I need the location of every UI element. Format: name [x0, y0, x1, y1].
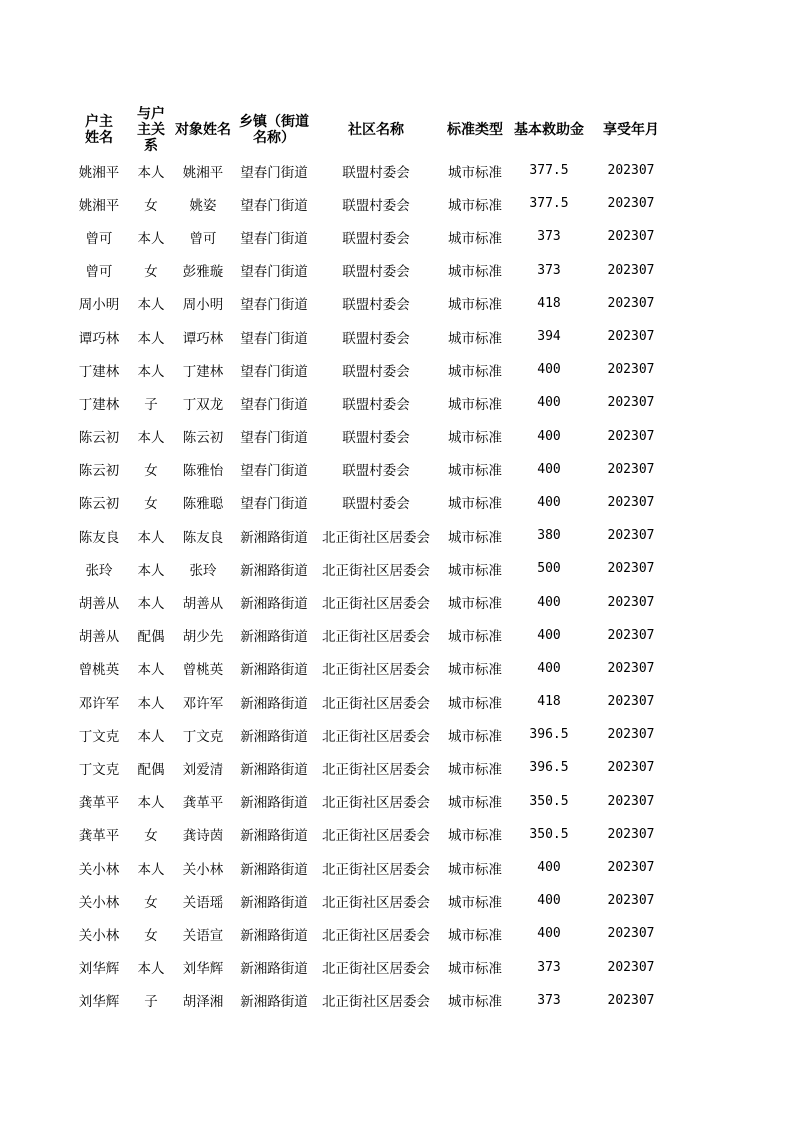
cell-name: 邓许军: [182, 695, 224, 712]
cell-relation: 子: [144, 994, 158, 1011]
assistance-roster: [66, 106, 674, 1017]
cell-name: 胡少先: [182, 629, 224, 646]
cell-standard-type: 城市标准: [448, 629, 502, 646]
cell-amount: 350.5: [529, 826, 569, 842]
cell-householder: 陈云初: [78, 463, 120, 480]
cell-town: 新湘路街道: [240, 961, 308, 978]
cell-amount: 400: [537, 860, 561, 876]
assistance-table: [66, 106, 674, 1017]
cell-community: 北正街社区居委会: [322, 761, 430, 778]
table-row: [66, 519, 674, 552]
cell-standard-type: 城市标准: [448, 894, 502, 911]
col-header-name: [170, 106, 236, 154]
cell-community: 北正街社区居委会: [322, 695, 430, 712]
cell-month: 202307: [607, 163, 655, 179]
cell-householder: 周小明: [78, 297, 120, 314]
cell-householder: 刘华辉: [78, 994, 120, 1011]
header-row: [66, 106, 674, 154]
cell-month: 202307: [607, 229, 655, 245]
cell-community: 北正街社区居委会: [322, 927, 430, 944]
cell-standard-type: 城市标准: [448, 496, 502, 513]
cell-town: 新湘路街道: [240, 994, 308, 1011]
cell-community: 北正街社区居委会: [322, 728, 430, 745]
table-row: [66, 154, 674, 187]
cell-name: 彭雅璇: [182, 264, 224, 281]
cell-name: 龚诗茵: [182, 828, 224, 845]
cell-town: 新湘路街道: [240, 927, 308, 944]
cell-month: 202307: [607, 594, 655, 610]
cell-householder: 胡善从: [78, 596, 120, 613]
col-header-town-text: 乡镇（街道名称）: [239, 114, 309, 146]
cell-town: 望春门街道: [240, 496, 308, 513]
cell-householder: 邓许军: [78, 695, 120, 712]
table-row: [66, 552, 674, 585]
table-row: [66, 187, 674, 220]
table-row: [66, 951, 674, 984]
cell-relation: 配偶: [137, 761, 165, 778]
cell-amount: 396.5: [529, 727, 569, 743]
table-row: [66, 386, 674, 419]
cell-month: 202307: [607, 959, 655, 975]
col-header-name-text: 对象姓名: [175, 122, 231, 138]
cell-month: 202307: [607, 295, 655, 311]
cell-community: 北正街社区居委会: [322, 596, 430, 613]
cell-householder: 丁文克: [78, 728, 120, 745]
cell-month: 202307: [607, 196, 655, 212]
cell-householder: 关小林: [78, 894, 120, 911]
cell-month: 202307: [607, 760, 655, 776]
cell-town: 望春门街道: [240, 330, 308, 347]
cell-standard-type: 城市标准: [448, 164, 502, 181]
cell-amount: 400: [537, 660, 561, 676]
cell-amount: 373: [537, 959, 561, 975]
cell-community: 北正街社区居委会: [322, 795, 430, 812]
col-header-month-text: 享受年月: [603, 122, 659, 138]
cell-amount: 400: [537, 428, 561, 444]
cell-amount: 400: [537, 594, 561, 610]
cell-community: 联盟村委会: [342, 363, 410, 380]
cell-community: 联盟村委会: [342, 396, 410, 413]
cell-standard-type: 城市标准: [448, 529, 502, 546]
cell-month: 202307: [607, 727, 655, 743]
cell-community: 北正街社区居委会: [322, 629, 430, 646]
cell-householder: 刘华辉: [78, 961, 120, 978]
cell-town: 望春门街道: [240, 297, 308, 314]
cell-relation: 女: [144, 828, 158, 845]
cell-month: 202307: [607, 494, 655, 510]
cell-community: 联盟村委会: [342, 430, 410, 447]
cell-community: 联盟村委会: [342, 496, 410, 513]
cell-amount: 400: [537, 627, 561, 643]
table-row: [66, 453, 674, 486]
cell-name: 谭巧林: [182, 330, 224, 347]
table-row: [66, 320, 674, 353]
cell-town: 新湘路街道: [240, 596, 308, 613]
cell-community: 北正街社区居委会: [322, 828, 430, 845]
cell-name: 丁双龙: [182, 396, 224, 413]
cell-relation: 本人: [137, 230, 165, 247]
cell-householder: 丁文克: [78, 761, 120, 778]
table-row: [66, 917, 674, 950]
table-row: [66, 718, 674, 751]
cell-community: 北正街社区居委会: [322, 529, 430, 546]
table-row: [66, 685, 674, 718]
cell-amount: 394: [537, 329, 561, 345]
table-row: [66, 619, 674, 652]
col-header-month: [588, 106, 674, 154]
cell-town: 新湘路街道: [240, 761, 308, 778]
cell-month: 202307: [607, 329, 655, 345]
cell-relation: 本人: [137, 330, 165, 347]
cell-town: 新湘路街道: [240, 861, 308, 878]
cell-amount: 373: [537, 992, 561, 1008]
cell-town: 望春门街道: [240, 463, 308, 480]
cell-standard-type: 城市标准: [448, 728, 502, 745]
cell-householder: 胡善从: [78, 629, 120, 646]
cell-amount: 418: [537, 694, 561, 710]
cell-community: 联盟村委会: [342, 297, 410, 314]
table-row: [66, 220, 674, 253]
cell-amount: 373: [537, 262, 561, 278]
cell-community: 联盟村委会: [342, 230, 410, 247]
cell-name: 姚姿: [189, 197, 217, 214]
col-header-standard-type-text: 标准类型: [447, 122, 503, 138]
cell-name: 陈雅怡: [182, 463, 224, 480]
cell-community: 联盟村委会: [342, 197, 410, 214]
cell-relation: 本人: [137, 695, 165, 712]
cell-name: 刘爱清: [182, 761, 224, 778]
cell-name: 曾可: [189, 230, 217, 247]
cell-town: 望春门街道: [240, 230, 308, 247]
cell-relation: 配偶: [137, 629, 165, 646]
cell-standard-type: 城市标准: [448, 430, 502, 447]
cell-month: 202307: [607, 992, 655, 1008]
cell-month: 202307: [607, 528, 655, 544]
cell-householder: 张玲: [85, 562, 113, 579]
cell-householder: 姚湘平: [78, 164, 120, 181]
cell-community: 北正街社区居委会: [322, 662, 430, 679]
cell-name: 姚湘平: [182, 164, 224, 181]
cell-community: 北正街社区居委会: [322, 562, 430, 579]
cell-month: 202307: [607, 860, 655, 876]
cell-town: 新湘路街道: [240, 529, 308, 546]
cell-householder: 陈云初: [78, 496, 120, 513]
cell-householder: 曾可: [85, 264, 113, 281]
col-header-community-text: 社区名称: [348, 122, 404, 138]
cell-month: 202307: [607, 395, 655, 411]
cell-standard-type: 城市标准: [448, 197, 502, 214]
cell-town: 新湘路街道: [240, 695, 308, 712]
cell-community: 联盟村委会: [342, 164, 410, 181]
cell-month: 202307: [607, 561, 655, 577]
cell-householder: 龚革平: [78, 828, 120, 845]
cell-name: 张玲: [189, 562, 217, 579]
cell-standard-type: 城市标准: [448, 961, 502, 978]
col-header-amount-text: 基本救助金: [514, 122, 584, 138]
cell-month: 202307: [607, 694, 655, 710]
table-row: [66, 652, 674, 685]
cell-name: 陈友良: [182, 529, 224, 546]
cell-relation: 女: [144, 894, 158, 911]
cell-relation: 女: [144, 496, 158, 513]
cell-town: 望春门街道: [240, 430, 308, 447]
col-header-community: [312, 106, 440, 154]
cell-month: 202307: [607, 461, 655, 477]
cell-standard-type: 城市标准: [448, 927, 502, 944]
cell-name: 丁文克: [182, 728, 224, 745]
cell-name: 陈云初: [182, 430, 224, 447]
cell-amount: 377.5: [529, 196, 569, 212]
table-row: [66, 851, 674, 884]
cell-standard-type: 城市标准: [448, 828, 502, 845]
cell-community: 联盟村委会: [342, 264, 410, 281]
cell-relation: 本人: [137, 164, 165, 181]
cell-relation: 本人: [137, 529, 165, 546]
cell-town: 新湘路街道: [240, 662, 308, 679]
cell-month: 202307: [607, 893, 655, 909]
cell-standard-type: 城市标准: [448, 363, 502, 380]
table-row: [66, 818, 674, 851]
cell-standard-type: 城市标准: [448, 695, 502, 712]
cell-town: 新湘路街道: [240, 795, 308, 812]
cell-amount: 350.5: [529, 793, 569, 809]
cell-name: 丁建林: [182, 363, 224, 380]
cell-relation: 女: [144, 927, 158, 944]
cell-amount: 396.5: [529, 760, 569, 776]
cell-name: 胡善从: [182, 596, 224, 613]
cell-town: 望春门街道: [240, 164, 308, 181]
cell-relation: 本人: [137, 596, 165, 613]
cell-standard-type: 城市标准: [448, 396, 502, 413]
cell-standard-type: 城市标准: [448, 562, 502, 579]
cell-standard-type: 城市标准: [448, 297, 502, 314]
cell-month: 202307: [607, 262, 655, 278]
cell-town: 新湘路街道: [240, 562, 308, 579]
cell-month: 202307: [607, 362, 655, 378]
cell-community: 联盟村委会: [342, 463, 410, 480]
cell-relation: 本人: [137, 961, 165, 978]
cell-standard-type: 城市标准: [448, 230, 502, 247]
cell-relation: 本人: [137, 430, 165, 447]
cell-name: 关语瑶: [182, 894, 224, 911]
cell-amount: 500: [537, 561, 561, 577]
cell-relation: 本人: [137, 662, 165, 679]
cell-community: 北正街社区居委会: [322, 961, 430, 978]
cell-relation: 女: [144, 463, 158, 480]
cell-standard-type: 城市标准: [448, 264, 502, 281]
cell-town: 望春门街道: [240, 363, 308, 380]
table-row: [66, 287, 674, 320]
cell-householder: 关小林: [78, 861, 120, 878]
cell-town: 望春门街道: [240, 264, 308, 281]
col-header-amount: [510, 106, 588, 154]
table-row: [66, 353, 674, 386]
cell-town: 望春门街道: [240, 396, 308, 413]
cell-name: 胡泽湘: [182, 994, 224, 1011]
cell-name: 龚革平: [182, 795, 224, 812]
cell-amount: 400: [537, 362, 561, 378]
table-row: [66, 420, 674, 453]
cell-standard-type: 城市标准: [448, 662, 502, 679]
cell-relation: 本人: [137, 728, 165, 745]
cell-amount: 400: [537, 461, 561, 477]
cell-community: 北正街社区居委会: [322, 994, 430, 1011]
col-header-town: [236, 106, 312, 154]
cell-name: 关语宣: [182, 927, 224, 944]
cell-town: 新湘路街道: [240, 894, 308, 911]
cell-town: 新湘路街道: [240, 629, 308, 646]
cell-town: 望春门街道: [240, 197, 308, 214]
table-row: [66, 751, 674, 784]
cell-householder: 曾桃英: [78, 662, 120, 679]
cell-standard-type: 城市标准: [448, 330, 502, 347]
cell-amount: 400: [537, 893, 561, 909]
col-header-relation: [132, 106, 170, 154]
cell-householder: 陈云初: [78, 430, 120, 447]
cell-name: 周小明: [182, 297, 224, 314]
cell-householder: 丁建林: [78, 363, 120, 380]
cell-month: 202307: [607, 926, 655, 942]
cell-name: 陈雅聪: [182, 496, 224, 513]
cell-householder: 关小林: [78, 927, 120, 944]
col-header-householder-text: 户主姓名: [85, 114, 113, 146]
cell-relation: 本人: [137, 297, 165, 314]
table-row: [66, 884, 674, 917]
cell-month: 202307: [607, 793, 655, 809]
cell-month: 202307: [607, 826, 655, 842]
cell-amount: 380: [537, 528, 561, 544]
cell-community: 北正街社区居委会: [322, 894, 430, 911]
cell-standard-type: 城市标准: [448, 596, 502, 613]
cell-relation: 本人: [137, 861, 165, 878]
cell-name: 曾桃英: [182, 662, 224, 679]
cell-standard-type: 城市标准: [448, 994, 502, 1011]
cell-householder: 姚湘平: [78, 197, 120, 214]
cell-name: 关小林: [182, 861, 224, 878]
col-header-relation-text: 与户主关系: [137, 106, 165, 154]
table-body: [66, 154, 674, 1017]
cell-month: 202307: [607, 428, 655, 444]
cell-householder: 陈友良: [78, 529, 120, 546]
cell-town: 新湘路街道: [240, 728, 308, 745]
cell-amount: 400: [537, 494, 561, 510]
cell-town: 新湘路街道: [240, 828, 308, 845]
cell-relation: 本人: [137, 562, 165, 579]
cell-householder: 曾可: [85, 230, 113, 247]
cell-community: 联盟村委会: [342, 330, 410, 347]
cell-relation: 本人: [137, 795, 165, 812]
cell-amount: 418: [537, 295, 561, 311]
table-row: [66, 254, 674, 287]
cell-amount: 373: [537, 229, 561, 245]
cell-relation: 本人: [137, 363, 165, 380]
table-row: [66, 984, 674, 1017]
cell-householder: 谭巧林: [78, 330, 120, 347]
cell-month: 202307: [607, 660, 655, 676]
cell-amount: 377.5: [529, 163, 569, 179]
cell-standard-type: 城市标准: [448, 861, 502, 878]
cell-amount: 400: [537, 395, 561, 411]
cell-relation: 子: [144, 396, 158, 413]
cell-standard-type: 城市标准: [448, 463, 502, 480]
table-row: [66, 486, 674, 519]
cell-amount: 400: [537, 926, 561, 942]
col-header-standard-type: [440, 106, 510, 154]
cell-name: 刘华辉: [182, 961, 224, 978]
cell-householder: 丁建林: [78, 396, 120, 413]
cell-relation: 女: [144, 197, 158, 214]
col-header-householder: [66, 106, 132, 154]
table-row: [66, 785, 674, 818]
cell-standard-type: 城市标准: [448, 761, 502, 778]
cell-community: 北正街社区居委会: [322, 861, 430, 878]
cell-month: 202307: [607, 627, 655, 643]
table-row: [66, 585, 674, 618]
cell-standard-type: 城市标准: [448, 795, 502, 812]
cell-relation: 女: [144, 264, 158, 281]
cell-householder: 龚革平: [78, 795, 120, 812]
